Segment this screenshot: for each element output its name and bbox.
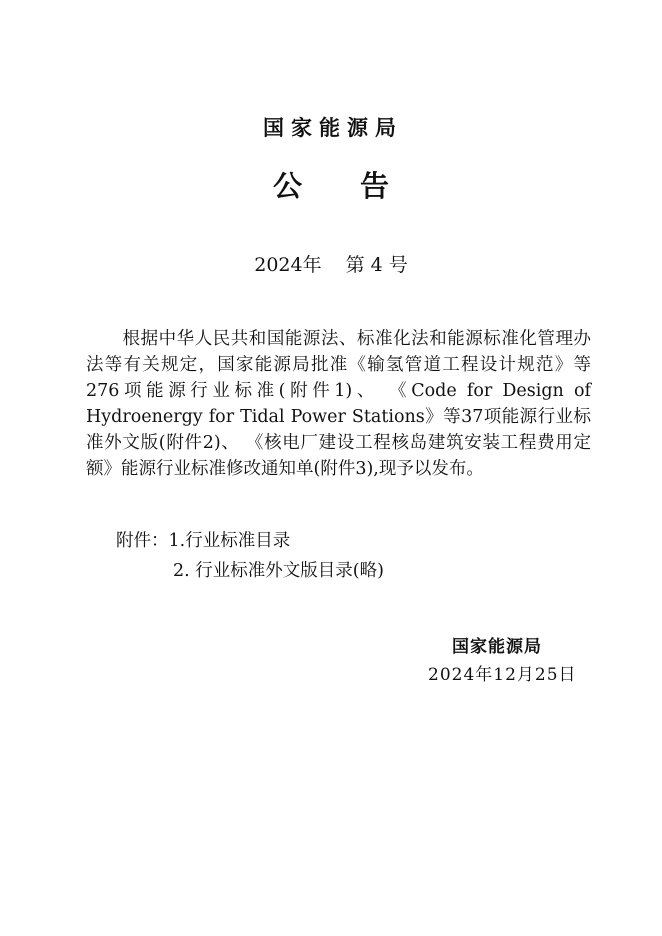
attachment-item-2 — [116, 556, 384, 586]
announcement-paragraph: 根据中华人民共和国能源法、标准化法和能源标准化管理办法等有关规定，国家能源局批准《输氢管道工程设计规范》等276项能源行业标准(附件1)、 《Code for Design of Hydroenergy for Tidal Power Stations》等37项能源行业标准外文版(附件2)、 《核电厂建设工程核岛建筑安装工程费用定额》能源行业标准修改通知单(附件3),现予以发布。 — [86, 329, 591, 479]
announcement-body — [86, 326, 591, 482]
signature-organization: 国家能源局 — [452, 637, 542, 657]
document-serial: 第 4 号 — [345, 254, 408, 276]
doc-type-char-2: 告 — [360, 169, 390, 203]
doc-type-char-1: 公 — [272, 169, 302, 203]
document-number — [0, 250, 662, 277]
document-type-heading — [0, 164, 662, 205]
attachment-1-text: 1.行业标准目录 — [168, 531, 291, 551]
attachment-2-text: 2. 行业标准外文版目录(略) — [173, 561, 384, 581]
issuing-agency-title: 国家能源局 — [263, 116, 403, 140]
attachments-label: 附件： — [116, 531, 169, 551]
document-year: 2024年 — [254, 254, 322, 276]
attachment-item-1 — [116, 526, 384, 556]
attachments-list — [116, 526, 384, 586]
signature-date: 2024年12月25日 — [428, 665, 577, 685]
